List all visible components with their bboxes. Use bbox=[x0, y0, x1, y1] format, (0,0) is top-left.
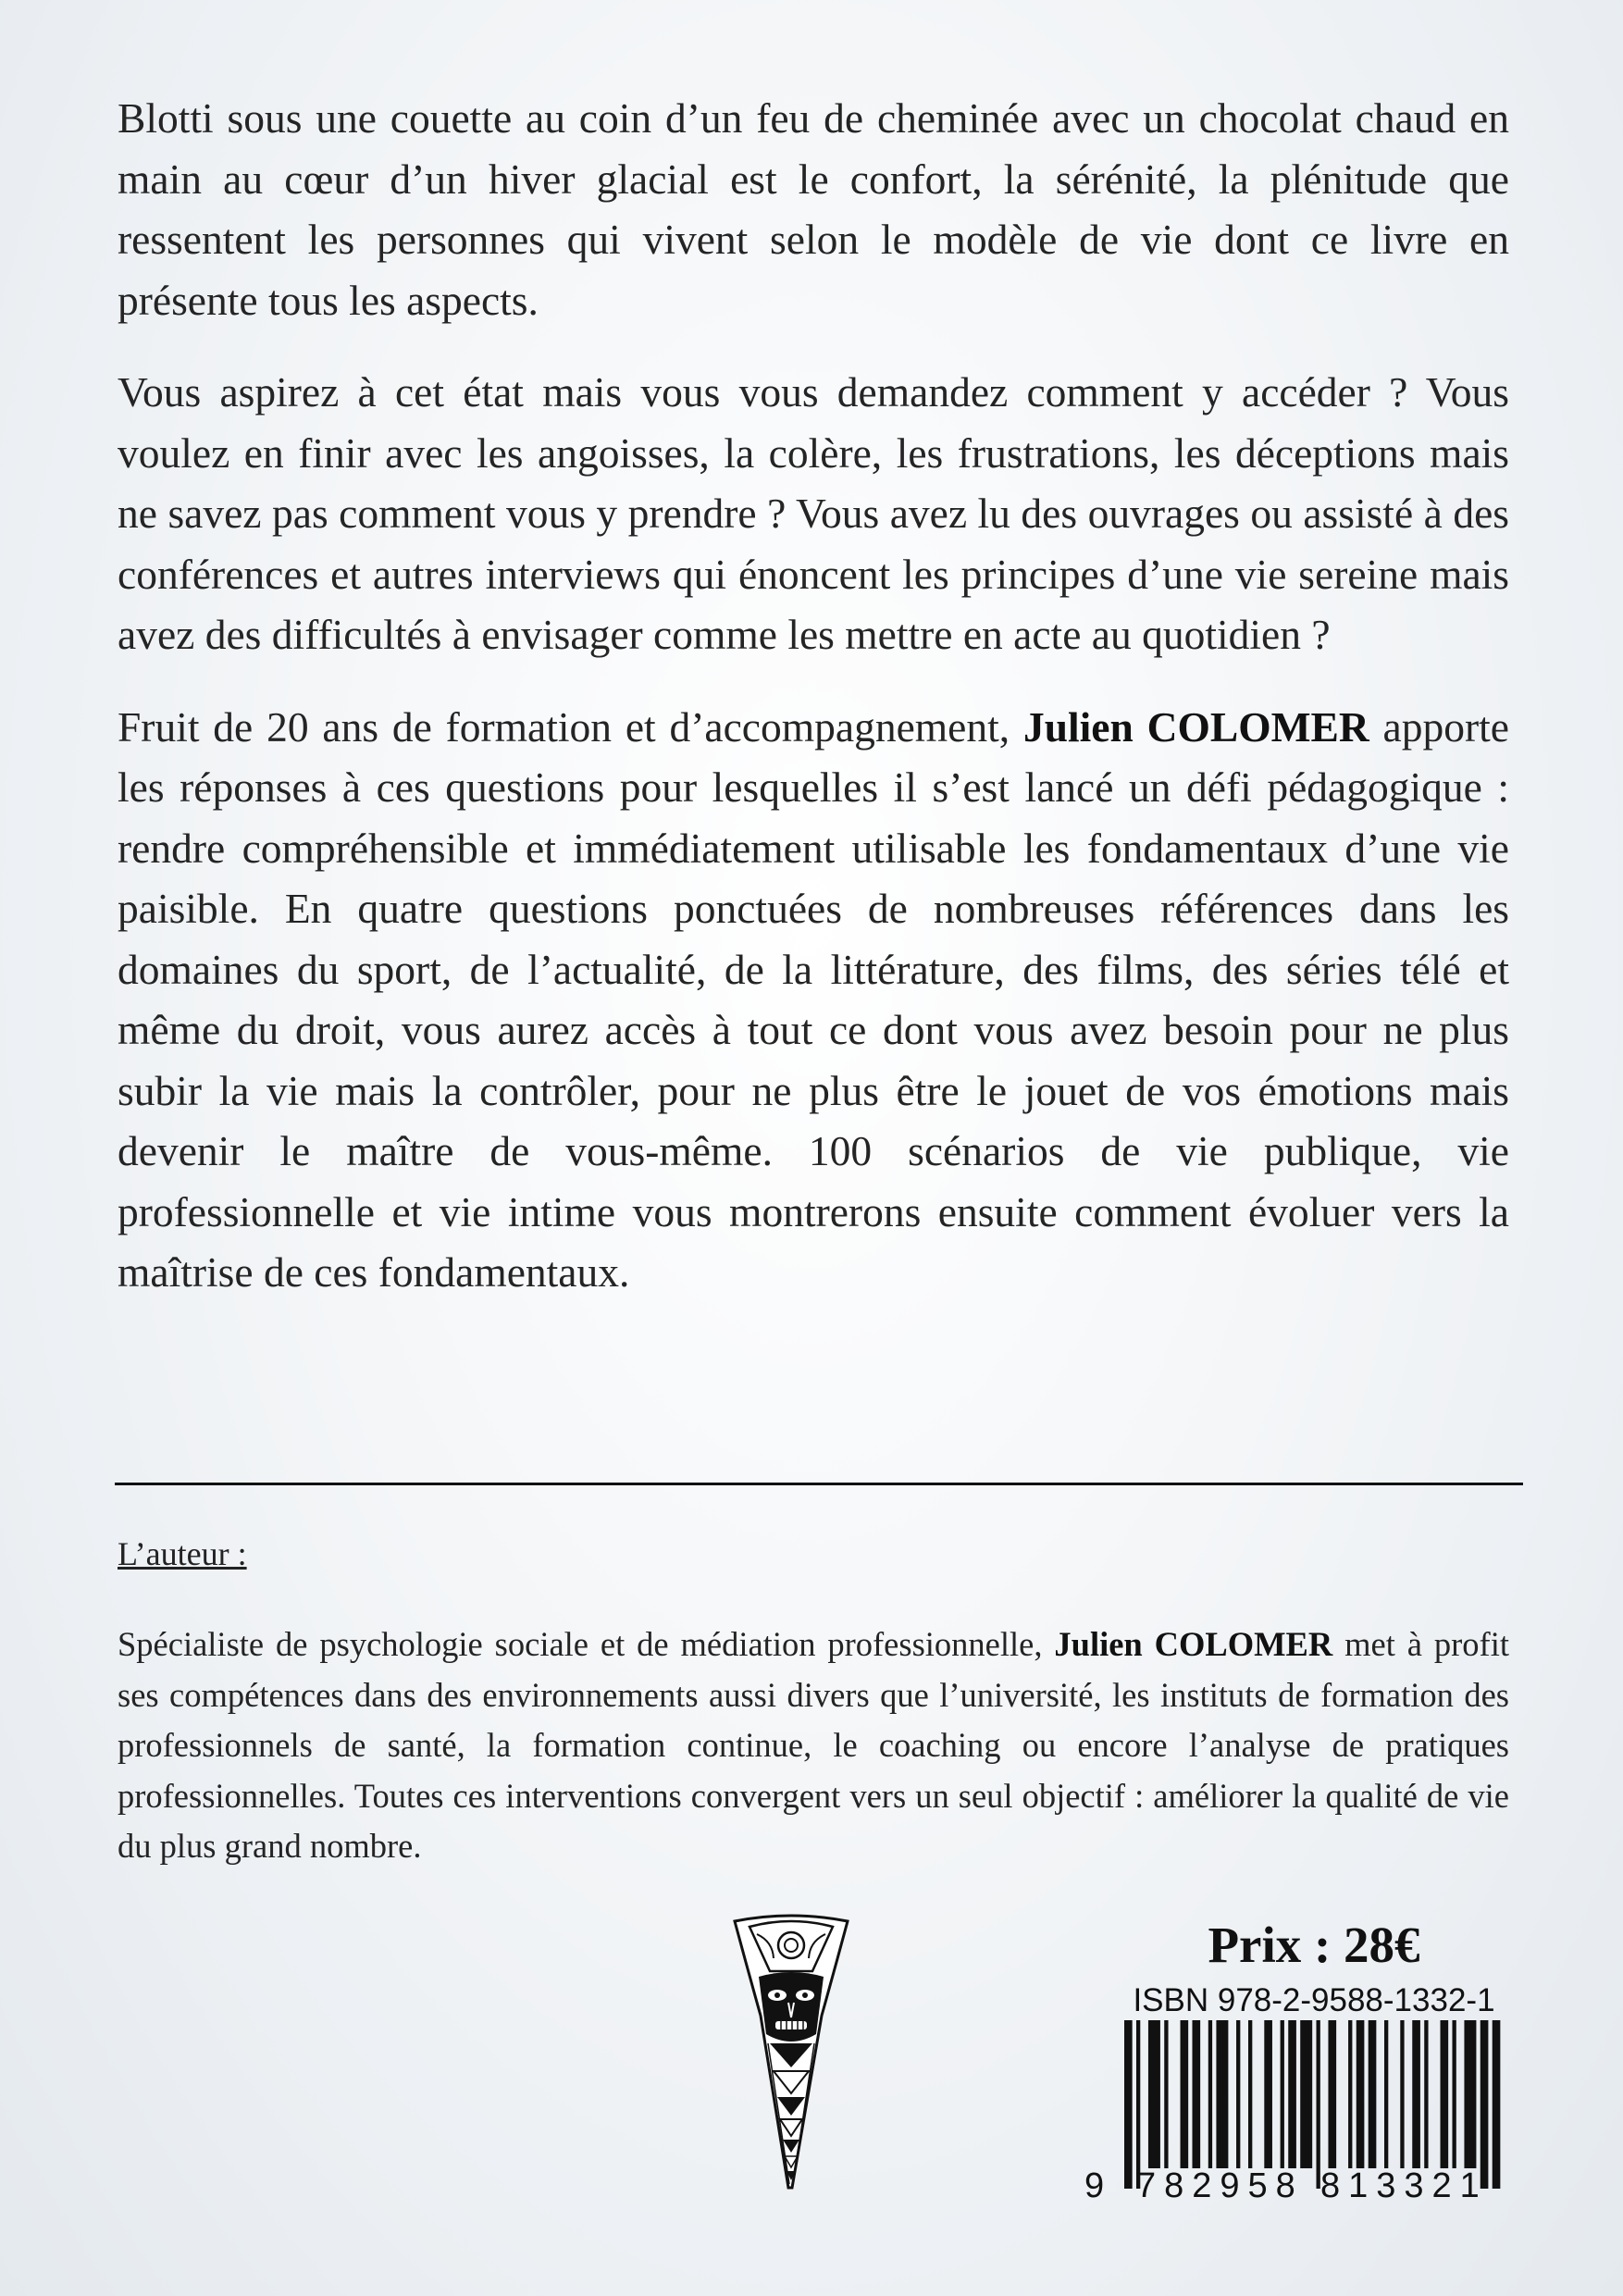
barcode-bar bbox=[1236, 2020, 1240, 2168]
barcode-bar bbox=[1192, 2020, 1200, 2168]
barcode-right-digits: 813321 bbox=[1320, 2166, 1488, 2205]
blurb-paragraph-3 bbox=[118, 697, 1509, 1303]
barcode-bar bbox=[1181, 2020, 1189, 2168]
barcode-bar bbox=[1300, 2020, 1312, 2168]
barcode-left-digits: 782958 bbox=[1136, 2166, 1304, 2205]
barcode-bar bbox=[1441, 2020, 1449, 2168]
barcode-bar bbox=[1264, 2020, 1272, 2168]
price-label: Prix : 28€ bbox=[1208, 1917, 1420, 1973]
section-divider bbox=[115, 1483, 1523, 1485]
barcode-bar bbox=[1464, 2020, 1476, 2168]
author-bio-intro: Spécialiste de psychologie sociale et de médiation professionnelle, bbox=[118, 1625, 1055, 1663]
isbn-barcode bbox=[1124, 2020, 1508, 2189]
author-bio bbox=[118, 1620, 1509, 1872]
author-bio-body: met à profit ses compétences dans des environnements aussi divers que l’université, les instituts de formation des professionnels de santé, la formation continue, le coaching ou encore l’analyse de pratiques professionnelles. Toutes ces interventions convergent vers un seul objectif : améliorer la qualité de vie du plus grand nombre. bbox=[118, 1625, 1509, 1865]
barcode-bar bbox=[1348, 2020, 1352, 2168]
barcode-bar bbox=[1369, 2020, 1377, 2168]
author-heading: L’auteur : bbox=[118, 1535, 247, 1572]
barcode-bar bbox=[1248, 2020, 1252, 2168]
barcode-bar bbox=[1208, 2020, 1212, 2168]
barcode-bar bbox=[1281, 2020, 1284, 2168]
blurb bbox=[118, 88, 1509, 1334]
tribal-mask-dagger-icon bbox=[731, 1914, 851, 2191]
barcode-bar bbox=[1384, 2020, 1388, 2168]
barcode-bar bbox=[1481, 2020, 1489, 2189]
blurb-paragraph-1: Blotti sous une couette au coin d’un feu de cheminée avec un chocolat chaud en main au cœur d’un hiver glacial est le confort, la sérénité, la plénitude que ressentent les personnes qui vivent selon le modèle de vie dont ce livre en présente tous les aspects. bbox=[118, 94, 1509, 324]
blurb-paragraph-3-body: apporte les réponses à ces questions pour lesquelles il s’est lancé un défi pédagogique : rendre compréhensible et immédiatement utilisable les fondamentaux d’une vie paisible. En quatre questions ponctuées de nombreuses références dans les domaines du sport, de l’actualité, de la littérature, des films, des séries télé et même du droit, vous aurez accès à tout ce dont vous avez besoin pour ne plus subir la vie mais la contrôler, pour ne plus être le jouet de vos émotions mais devenir le maître de vous-même. 100 scénarios de vie publique, vie professionnelle et vie intime vous montrerons ensuite comment évoluer vers la maîtrise de ces fondamentaux. bbox=[118, 702, 1509, 1296]
barcode-bar bbox=[1493, 2020, 1501, 2189]
barcode-bar bbox=[1124, 2020, 1133, 2189]
barcode-bar bbox=[1288, 2020, 1296, 2168]
blurb-paragraph-3-intro: Fruit de 20 ans de formation et d’accompagnement, bbox=[118, 702, 1023, 751]
barcode-bar bbox=[1164, 2020, 1168, 2168]
barcode-first-digit: 9 bbox=[1084, 2166, 1105, 2205]
barcode-bar bbox=[1412, 2020, 1420, 2168]
barcode-bar bbox=[1424, 2020, 1428, 2168]
barcode-bar bbox=[1328, 2020, 1336, 2168]
author-bio-name: Julien COLOMER bbox=[1054, 1625, 1333, 1663]
barcode-bar bbox=[1452, 2020, 1456, 2168]
barcode-bar bbox=[1148, 2020, 1160, 2168]
blurb-paragraph-2: Vous aspirez à cet état mais vous vous demandez comment y accéder ? Vous voulez en finir avec les angoisses, la colère, les frustrations, les déceptions mais ne savez pas comment vous y prendre ? Vous avez lu des ouvrages ou assisté à des conférences et autres interviews qui énoncent les principes d’une vie sereine mais avez des difficultés à envisager comme les mettre en acte au quotidien ? bbox=[118, 368, 1509, 658]
barcode-bar bbox=[1216, 2020, 1228, 2168]
barcode-bar bbox=[1400, 2020, 1404, 2168]
isbn-label: ISBN 978-2-9588-1332-1 bbox=[1133, 1982, 1495, 2018]
barcode-bar bbox=[1317, 2020, 1320, 2189]
barcode-bar bbox=[1357, 2020, 1365, 2168]
author-name-bold: Julien COLOMER bbox=[1022, 702, 1369, 751]
barcode-bar bbox=[1136, 2020, 1140, 2189]
